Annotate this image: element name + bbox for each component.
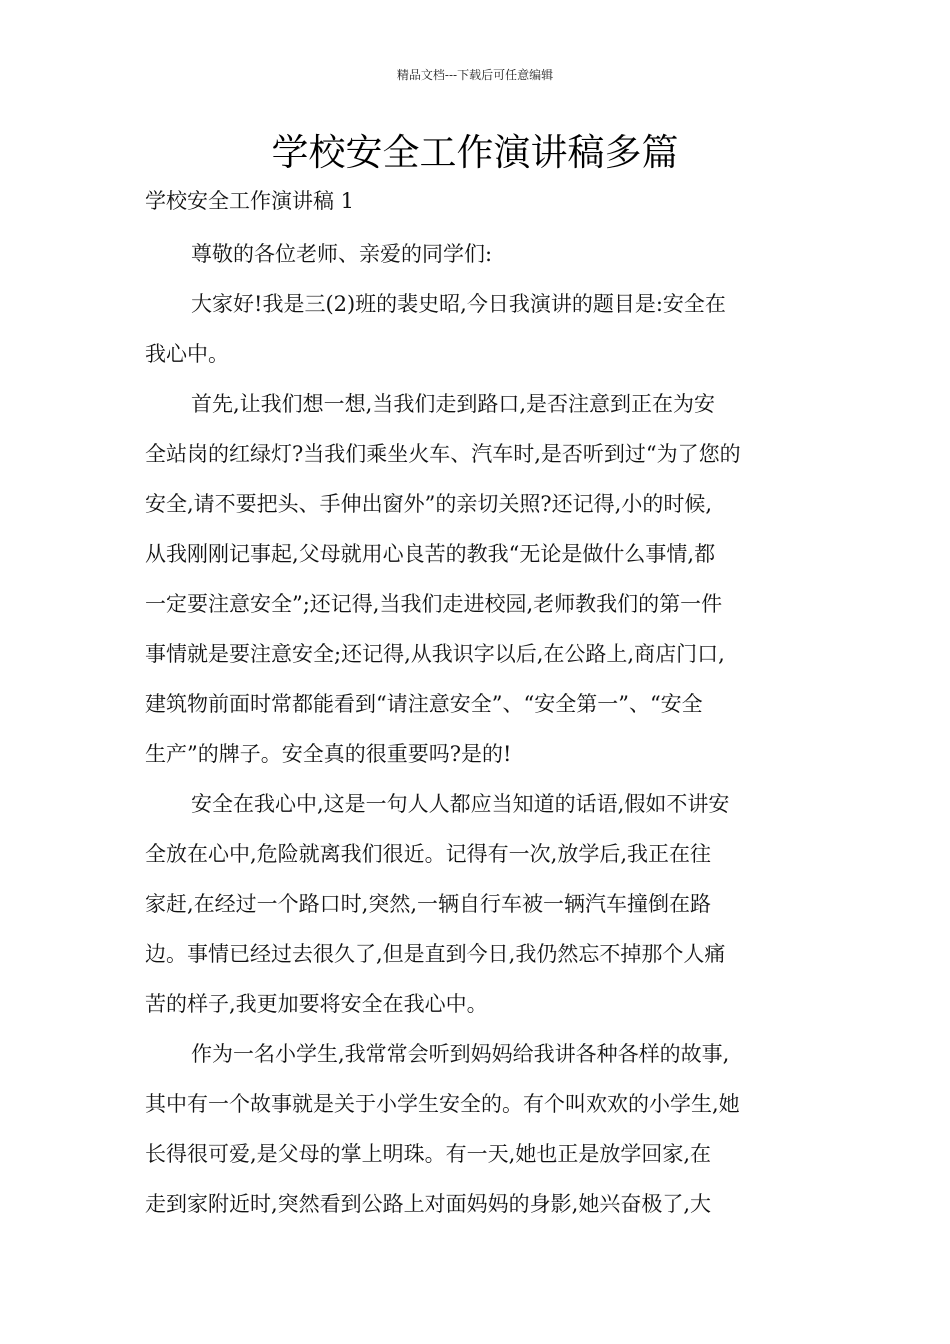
paragraph-line: 长得很可爱,是父母的掌上明珠。有一天,她也正是放学回家,在 bbox=[145, 1142, 712, 1166]
section-subtitle: 学校安全工作演讲稿 1 bbox=[145, 189, 355, 213]
header-note: 精品文档---下载后可任意编辑 bbox=[396, 68, 554, 82]
paragraph-line: 走到家附近时,突然看到公路上对面妈妈的身影,她兴奋极了,大 bbox=[145, 1192, 712, 1216]
paragraph-line: 首先,让我们想一想,当我们走到路口,是否注意到正在为安 bbox=[191, 392, 716, 416]
paragraph-greeting bbox=[145, 229, 813, 279]
paragraph-line: 事情就是要注意安全;还记得,从我识字以后,在公路上,商店门口, bbox=[145, 642, 725, 666]
paragraph-line: 大家好!我是三(2)班的裴史昭,今日我演讲的题目是:安全在 bbox=[191, 292, 726, 316]
paragraph-line: 从我刚刚记事起,父母就用心良苦的教我“无论是做什么事情,都 bbox=[145, 542, 716, 566]
paragraph-line: 作为一名小学生,我常常会听到妈妈给我讲各种各样的故事, bbox=[191, 1042, 730, 1066]
paragraph-line: 我心中。 bbox=[145, 342, 229, 366]
paragraph-line: 尊敬的各位老师、亲爱的同学们: bbox=[191, 242, 493, 266]
document-title: 学校安全工作演讲稿多篇 bbox=[271, 131, 679, 174]
paragraph-line: 苦的样子,我更加要将安全在我心中。 bbox=[145, 992, 488, 1016]
paragraph-line: 安全在我心中,这是一句人人都应当知道的话语,假如不讲安 bbox=[191, 792, 730, 816]
paragraph-story bbox=[145, 1029, 813, 1229]
paragraph-line: 安全,请不要把头、手伸出窗外”的亲切关照?还记得,小的时候, bbox=[145, 492, 713, 516]
paragraph-line: 一定要注意安全”;还记得,当我们走进校园,老师教我们的第一件 bbox=[145, 592, 723, 616]
paragraph-line: 全站岗的红绿灯?当我们乘坐火车、汽车时,是否听到过“为了您的 bbox=[145, 442, 741, 466]
paragraph-line: 生产”的牌子。安全真的很重要吗?是的! bbox=[145, 742, 512, 766]
paragraph-line: 全放在心中,危险就离我们很近。记得有一次,放学后,我正在往 bbox=[145, 842, 712, 866]
paragraph-line: 其中有一个故事就是关于小学生安全的。有个叫欢欢的小学生,她 bbox=[145, 1092, 740, 1116]
paragraph-line: 建筑物前面时常都能看到“请注意安全”、“安全第一”、“安全 bbox=[145, 692, 703, 716]
paragraph-intro bbox=[145, 279, 813, 379]
paragraph-line: 边。事情已经过去很久了,但是直到今日,我仍然忘不掉那个人痛 bbox=[145, 942, 726, 966]
paragraph-line: 家赶,在经过一个路口时,突然,一辆自行车被一辆汽车撞倒在路 bbox=[145, 892, 712, 916]
paragraph-safety bbox=[145, 779, 813, 1029]
paragraph-first bbox=[145, 379, 813, 779]
